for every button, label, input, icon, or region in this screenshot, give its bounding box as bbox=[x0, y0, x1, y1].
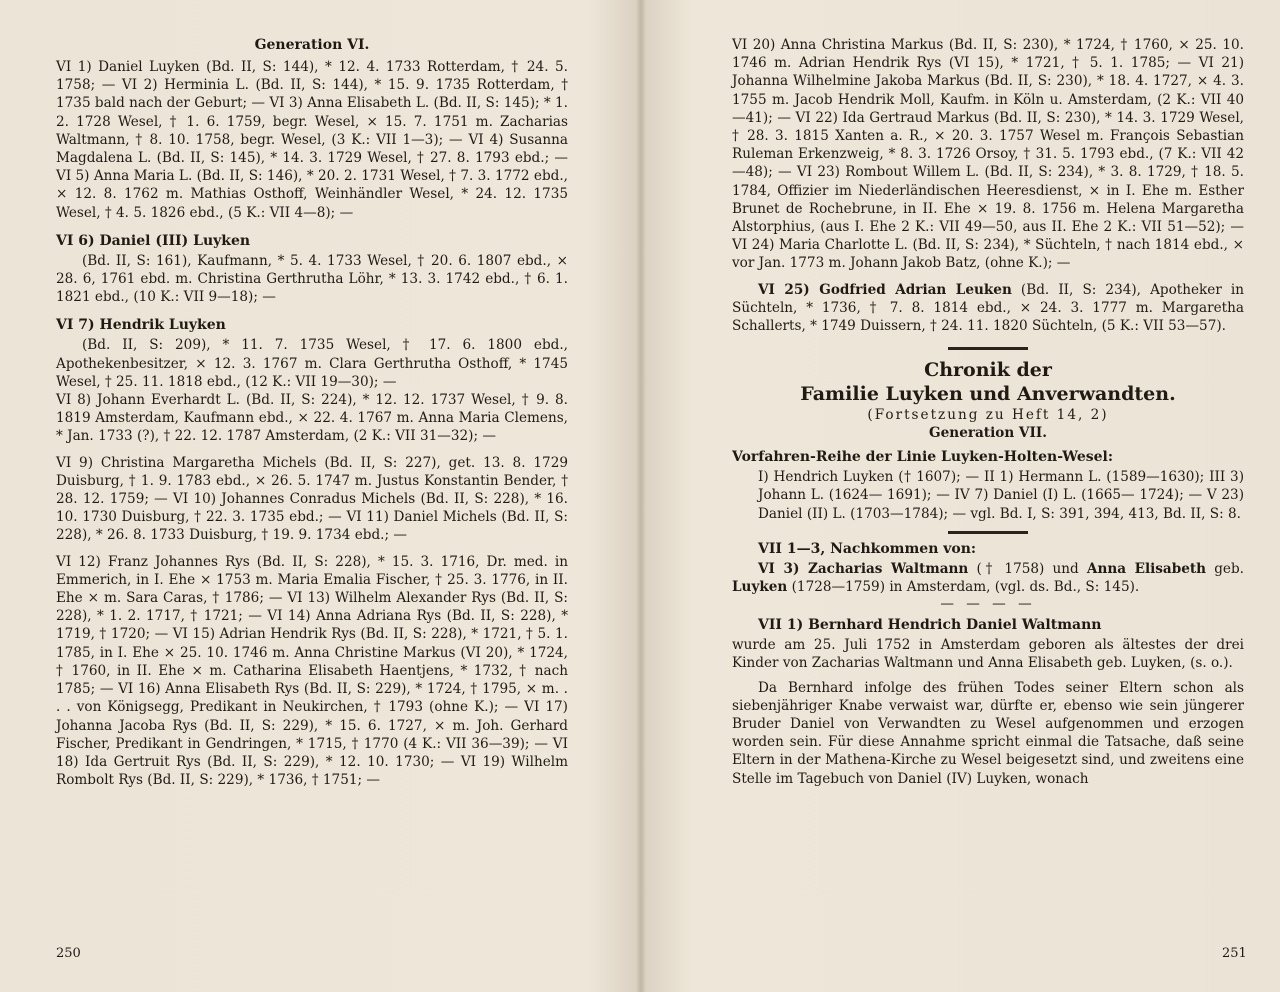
nachkommen-mid: († 1758) und bbox=[968, 560, 1087, 577]
dash-separator: — — — — bbox=[940, 596, 1036, 613]
bernhard-text-2: Da Bernhard infolge des frühen Todes seiner Eltern schon als siebenjähriger Knabe verwaist war, dürfte er, ebenso wie sein jüngerer Bruder Daniel von Verwandten zu Wesel aufgenommen und erzogen worden sein. Für diese Annahme spricht einmal die Tatsache, daß seine Eltern in der Mathena-Kirche zu Wesel beigesetzt sind, und zweitens eine Stelle im Tagebuch von Daniel (IV) Luyken, wonach bbox=[732, 679, 1244, 787]
section-divider bbox=[948, 347, 1028, 350]
page-number-left: 250 bbox=[56, 946, 81, 961]
generation-vii-title: Generation VII. bbox=[929, 425, 1047, 442]
entry-heading-vi6: VI 6) Daniel (III) Luyken bbox=[56, 232, 251, 249]
entry-vi25-rest: (Bd. II, S: 234), Apotheker in Süchteln, * 1736, † 7. 8. 1814 ebd., × 24. 3. 1777 m. Margaretha Schallerts, * 1749 Duissern, † 24. 11. 1820 Süchteln, (5 K.: VII 53—57). bbox=[732, 281, 1244, 335]
entry-vi7-text: (Bd. II, S: 209), * 11. 7. 1735 Wesel, † 17. 6. 1800 ebd., Apothekenbesitzer, × 12. 3. 1767 m. Clara Gerthrutha Osthoff, * 1745 Wesel, † 25. 11. 1818 ebd., (12 K.: VII 19—30); — bbox=[56, 337, 568, 390]
vorfahren-heading: Vorfahren-Reihe der Linie Luyken-Holten-Wesel: bbox=[732, 449, 1114, 466]
nachkommen-text bbox=[732, 560, 1244, 596]
generation-vi-title: Generation VI. bbox=[254, 37, 370, 53]
entry-vi25-text bbox=[732, 281, 1244, 336]
nachkommen-heading: VII 1—3, Nachkommen von: bbox=[758, 540, 977, 557]
nachkommen-name-1: VI 3) Zacharias Waltmann bbox=[758, 560, 969, 577]
entries-vi20-24-text: VI 20) Anna Christina Markus (Bd. II, S: 230), * 1724, † 1760, × 25. 10. 1746 m. Adrian Hendrik Rys (VI 15), * 1721, † 5. 1. 1785; — VI 21) Johanna Wilhelmine Jakoba Markus (Bd. II, S: 230), * 18. 4. 1727, × 4. 3. 1755 m. Jacob Hendrik Moll, Kaufm. in Köln u. Amsterdam, (2 K.: VII 40—41); — VI 22) Ida Gertraud Markus (Bd. II, S: 230), * 14. 3. 1729 Wesel, † 28. 3. 1815 Xanten a. R., × 20. 3. 1757 Wesel m. François Sebastian Ruleman Erkenzweig, * 8. 3. 1726 Orsoy, † 31. 5. 1793 ebd., (7 K.: VII 42—48); — VI 23) Rombout Willem L. (Bd. II, S: 234), * 3. 8. 1729, † 18. 5. 1784, Offizier im Niederländischen Heeresdienst, × in I. Ehe m. Esther Brunet de Rochebrune, in II. Ehe × 19. 8. 1756 m. Helena Margaretha Alstorphius, (aus I. Ehe 2 K.: VII 49—50, aus II. Ehe 2 K.: VII 51—52); — VI 24) Maria Charlotte L. (Bd. II, S: 234), * Süchteln, † nach 1814 ebd., × vor Jan. 1773 m. Johann Jakob Batz, (ohne K.); — bbox=[732, 37, 1244, 272]
nachkommen-name-3: Luyken bbox=[732, 579, 788, 596]
page-number-right: 251 bbox=[1222, 946, 1247, 961]
entries-vi12-19-text: VI 12) Franz Johannes Rys (Bd. II, S: 228), * 15. 3. 1716, Dr. med. in Emmerich, in I. Ehe × 1753 m. Maria Emalia Fischer, † 25. 3. 1776, in II. Ehe × m. Sara Caras, † 1786; — VI 13) Wilhelm Alexander Rys (Bd. II, S: 228), * 1. 2. 1717, † 1721; — VI 14) Anna Adriana Rys (Bd. II, S: 228), * 1719, † 1720; — VI 15) Adrian Hendrik Rys (Bd. II, S: 228), * 1721, † 5. 1. 1785, in I. Ehe × 25. 10. 1746 m. Anna Christine Markus (VI 20), * 1724, † 1760, in II. Ehe × m. Catharina Elisabeth Haentjens, * 1732, † nach 1785; — VI 16) Anna Elisabeth Rys (Bd. II, S: 229), * 1724, † 1795, × m. . . . von Königsegg, Predikant in Neukirchen, † 1793 (ohne K.); — VI 17) Johanna Jacoba Rys (Bd. II, S: 229), * 15. 6. 1727, × m. Joh. Gerhard Fischer, Predikant in Gendringen, * 1715, † 1770 (4 K.: VII 36—39); — VI 18) Ida Gertruit Rys (Bd. II, S: 229), * 12. 10. 1730; — VI 19) Wilhelm Rombolt Rys (Bd. II, S: 229), * 1736, † 1751; — bbox=[56, 553, 568, 789]
bernhard-heading: VII 1) Bernhard Hendrich Daniel Waltmann bbox=[758, 617, 1102, 634]
entry-heading-vi25: VI 25) Godfried Adrian Leuken bbox=[758, 281, 1012, 298]
entry-vi6-text: (Bd. II, S: 161), Kaufmann, * 5. 4. 1733 Wesel, † 20. 6. 1807 ebd., × 28. 6, 1761 ebd. m. Christina Gerthrutha Löhr, * 13. 3. 1742 ebd., † 6. 1. 1821 ebd., (10 K.: VII 9—18); — bbox=[56, 252, 568, 306]
entries-vi9-11-text: VI 9) Christina Margaretha Michels (Bd. II, S: 227), get. 13. 8. 1729 Duisburg, † 1. 9. 1783 ebd., × 26. 5. 1747 m. Justus Konstantin Bender, † 28. 12. 1759; — VI 10) Johannes Conradus Michels (Bd. II, S: 228), * 16. 10. 1730 Duisburg, † 22. 3. 1735 ebd.; — VI 11) Daniel Michels (Bd. II, S: 228), * 26. 8. 1733 Duisburg, † 19. 9. 1734 ebd.; — bbox=[56, 454, 568, 544]
entry-heading-vi7: VI 7) Hendrik Luyken bbox=[56, 317, 226, 334]
generation-vi-entries-1-5: VI 1) Daniel Luyken (Bd. II, S: 144), * 12. 4. 1733 Rotterdam, † 24. 5. 1758; — VI 2) Herminia L. (Bd. II, S: 144), * 15. 9. 1735 Rotterdam, † 1735 bald nach der Geburt; — VI 3) Anna Elisabeth L. (Bd. II, S: 145); * 1. 2. 1728 Wesel, † 1. 6. 1759, begr. Wesel, × 15. 7. 1751 m. Zacharias Waltmann, † 8. 10. 1758, begr. Wesel, (3 K.: VII 1—3); — VI 4) Susanna Magdalena L. (Bd. II, S: 145), * 14. 3. 1729 Wesel, † 27. 8. 1793 ebd.; — VI 5) Anna Maria L. (Bd. II, S: 146), * 20. 2. 1731 Wesel, † 7. 3. 1772 ebd., × 12. 8. 1762 m. Mathias Osthoff, Weinhändler Wesel, * 24. 12. 1735 Wesel, † 4. 5. 1826 ebd., (5 K.: VII 4—8); — bbox=[56, 59, 569, 221]
chronik-subtitle: (Fortsetzung zu Heft 14, 2) bbox=[867, 407, 1109, 424]
nachkommen-rest: (1728—1759) in Amsterdam, (vgl. ds. Bd., S: 145). bbox=[787, 579, 1140, 596]
nachkommen-name-2: Anna Elisabeth bbox=[1086, 560, 1207, 577]
entry-vi8-text: VI 8) Johann Everhardt L. (Bd. II, S: 224), * 12. 12. 1737 Wesel, † 9. 8. 1819 Amsterdam, Kaufmann ebd., × 22. 4. 1767 m. Anna Maria Clemens, * Jan. 1733 (?), † 22. 12. 1787 Amsterdam, (2 K.: VII 31—32); — bbox=[56, 392, 568, 445]
nachkommen-geb: geb. bbox=[1206, 560, 1244, 577]
section-divider-2 bbox=[948, 531, 1028, 534]
right-page bbox=[732, 36, 1244, 788]
chronik-title-line-1: Chronik der bbox=[924, 359, 1052, 382]
book-gutter bbox=[636, 0, 646, 992]
vorfahren-text: I) Hendrich Luyken († 1607); — II 1) Hermann L. (1589—1630); III 3) Johann L. (1624— 1691); — IV 7) Daniel (I) L. (1665— 1724); — V 23) Daniel (II) L. (1703—1784); — vgl. Bd. I, S: 391, 394, 413, Bd. II, S: 8. bbox=[758, 469, 1244, 522]
chronik-title-line-2: Familie Luyken und Anverwandten. bbox=[800, 383, 1176, 406]
left-page bbox=[56, 36, 568, 789]
bernhard-text: wurde am 25. Juli 1752 in Amsterdam geboren als ältestes der drei Kinder von Zacharias Waltmann und Anna Elisabeth geb. Luyken, (s. o.). bbox=[732, 637, 1244, 672]
